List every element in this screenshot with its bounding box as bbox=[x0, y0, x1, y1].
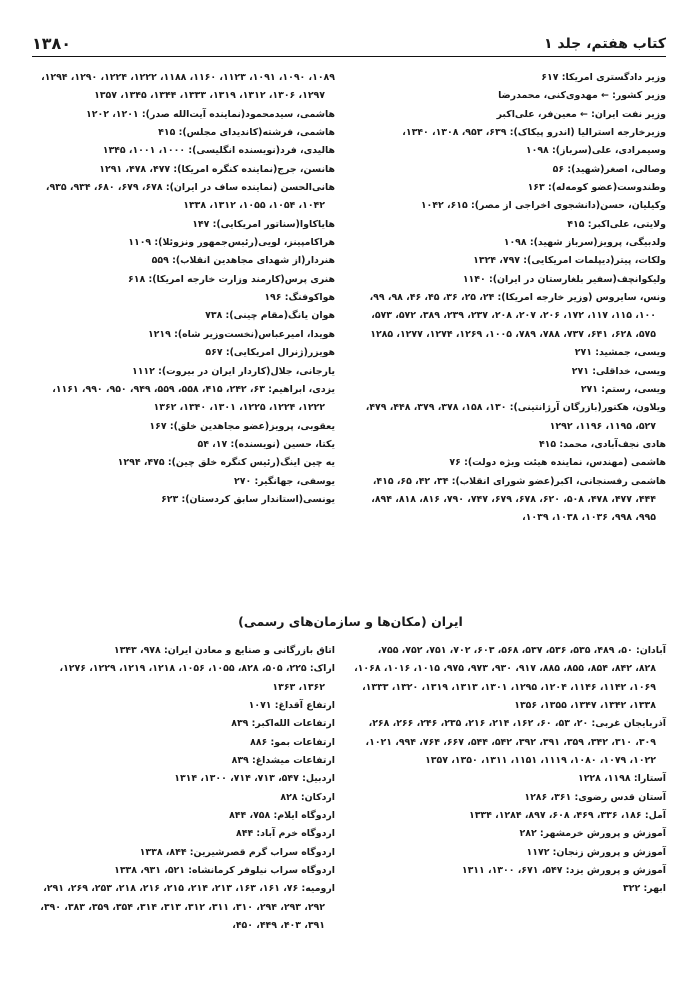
index-entry: ویسی، خداقلی: ۲۷۱ bbox=[571, 365, 666, 377]
index-entry: ارتفاعات الله‌اکبر: ۸۳۹ bbox=[231, 718, 335, 730]
index-entry: اردوگاه ایلام: ۷۵۸، ۸۴۴ bbox=[229, 810, 335, 822]
index-entry: هنری پرس(کارمند وزارت خارجه امریکا): ۶۱۸ bbox=[128, 273, 335, 285]
index-entry: هنردار(از شهدای مجاهدین انقلاب): ۵۵۹ bbox=[151, 255, 335, 267]
page-header bbox=[32, 30, 666, 57]
index-entry: وزیر کشور: ← مهدوی‌کنی، محمدرضا bbox=[498, 90, 666, 102]
index-entry: هاشمی رفسنجانی، اکبر(عضو شورای انقلاب): ۳۴، ۴۲، ۶۵، ۴۱۵، ۴۴۴، ۴۷۷، ۴۷۸، ۵۰۸، ۶۲۰، ۶۷۸، ۶۷۹، ۷۴۷، ۷۹۰، ۸۱۶، ۸۱۸، ۸۹۴، ۹۹۵، ۹۹۸، ۱۰۳۶، ۱۰۳۸، ۱۰۳۹، bbox=[371, 475, 666, 524]
index-entry: هاشمی (مهندس، نماینده هیئت ویژه دولت): ۷۶ bbox=[449, 457, 666, 469]
index-entry: هاشمی، سیدمحمود(نماینده آیت‌الله صدر): ۱۲۰۱، ۱۲۰۲ bbox=[86, 108, 335, 120]
index-entry: هانی‌الحسن (نماینده ساف در ایران): ۶۷۸، ۶۷۹، ۶۸۰، ۹۳۴، ۹۳۵، ۱۰۴۲، ۱۰۵۴، ۱۰۵۵، ۱۳۱۲، ۱۳۳۸ bbox=[45, 182, 335, 212]
index-entry: ویلاون، هکتور(بازرگان آرژانتینی): ۱۳۰، ۱۵۸، ۳۷۸، ۳۷۹، ۴۴۸، ۴۷۹، ۵۲۷، ۱۱۹۵، ۱۱۹۶، ۱۲۹۲ bbox=[365, 402, 666, 432]
index-entry: ۱۰۸۹، ۱۰۹۰، ۱۰۹۱، ۱۱۲۳، ۱۱۶۰، ۱۱۸۸، ۱۲۲۲، ۱۲۲۴، ۱۲۹۰، ۱۲۹۴، ۱۲۹۷، ۱۳۰۶، ۱۳۱۲، ۱۳۱۹، ۱۳۳۳، ۱۳۴۴، ۱۳۴۵، ۱۳۵۷ bbox=[41, 72, 335, 102]
index-entry: اردوگاه سراب نیلوفر کرمانشاه: ۵۲۱، ۹۳۱، ۱۳۳۸ bbox=[114, 865, 335, 877]
index-entry: اردکان: ۸۲۸ bbox=[280, 791, 335, 803]
index-entry: ویسی، رستم: ۲۷۱ bbox=[580, 383, 666, 395]
index-entry: هاشمی، فرشته(کاندیدای مجلس): ۴۱۵ bbox=[158, 127, 335, 139]
index-entry: ولدبیگی، پرویز(سرباز شهید): ۱۰۹۸ bbox=[503, 237, 666, 249]
index-entry: هراکامپینز، لویی(رئیس‌جمهور ونزوئلا): ۱۱۰۹ bbox=[128, 237, 335, 249]
index-column-right-top bbox=[354, 69, 666, 528]
index-entry: آموزش و پرورش یزد: ۵۴۷، ۶۷۱، ۱۳۰۰، ۱۳۱۱ bbox=[461, 865, 666, 877]
index-entry: اردبیل: ۵۴۷، ۷۱۳، ۷۱۴، ۱۳۰۰، ۱۳۱۴ bbox=[174, 773, 335, 785]
index-column-left-top bbox=[35, 69, 335, 509]
index-entry: اتاق بازرگانی و صنایع و معادن ایران: ۹۷۸، ۱۳۴۳ bbox=[113, 645, 335, 656]
index-column-left-bottom bbox=[35, 642, 335, 936]
index-entry: ویسی، جمشید: ۲۷۱ bbox=[574, 347, 666, 359]
index-entry: هایاکاوا(سناتور امریکایی): ۱۴۷ bbox=[192, 218, 335, 230]
index-entry: ارتفاعات میشداغ: ۸۳۹ bbox=[231, 755, 335, 767]
index-entry: هانسن، جرج(نماینده کنگره امریکا): ۴۷۷، ۴۷۸، ۱۲۹۱ bbox=[99, 163, 335, 175]
index-entry: هواکوفنگ: ۱۹۶ bbox=[264, 292, 335, 304]
index-entry: ولکات، پیتر(دیپلمات امریکایی): ۷۹۷، ۱۳۲۴ bbox=[473, 255, 666, 267]
index-entry: اردوگاه خرم آباد: ۸۴۴ bbox=[236, 828, 335, 840]
index-entry: هوان یانگ(مقام چینی): ۷۳۸ bbox=[205, 310, 335, 322]
index-entry: آذربایجان غربی: ۲۰، ۵۳، ۶۰، ۱۶۲، ۲۱۴، ۲۱۶، ۲۳۵، ۲۴۶، ۲۶۶، ۲۶۸، ۳۰۹، ۳۱۰، ۳۴۲، ۳۵۹، ۳۹۱، ۳۹۲، ۵۴۲، ۵۴۴، ۶۶۷، ۷۶۴، ۹۹۴، ۱۰۲۱، ۱۰۲۲، ۱۰۷۹، ۱۰۸۰، ۱۱۱۹، ۱۱۵۱، ۱۳۱۱، ۱۳۵۰، ۱۳۵۷ bbox=[365, 718, 666, 767]
index-entry: آبادان: ۵۰، ۴۸۹، ۵۳۵، ۵۳۶، ۵۳۷، ۵۶۸، ۶۰۳، ۷۰۲، ۷۵۱، ۷۵۲، ۷۵۵، ۸۲۸، ۸۴۲، ۸۵۴، ۸۵۵، ۸۸۵، ۹۱۷، ۹۳۰، ۹۷۳، ۹۷۵، ۱۰۱۵، ۱۰۱۶، ۱۰۶۸، ۱۰۶۹، ۱۱۴۲، ۱۱۴۶، ۱۲۰۴، ۱۲۹۵، ۱۳۰۱، ۱۳۱۳، ۱۳۱۹، ۱۳۲۰، ۱۳۳۳، ۱۳۳۸، ۱۳۴۲، ۱۳۴۷، ۱۳۵۵، ۱۳۵۶ bbox=[354, 645, 666, 712]
index-entry: اراک: ۲۲۵، ۵۰۵، ۸۲۸، ۱۰۵۵، ۱۰۵۶، ۱۲۱۸، ۱۲۱۹، ۱۲۲۹، ۱۲۷۶، ۱۳۶۲، ۱۳۶۳ bbox=[59, 663, 335, 693]
page-number: ۱۳۸۰ bbox=[32, 34, 72, 53]
index-entry: ولیکوانچف(سفیر بلغارستان در ایران): ۱۱۴۰ bbox=[462, 273, 666, 285]
section-title: ایران (مکان‌ها و سازمان‌های رسمی) bbox=[238, 614, 463, 629]
index-entry: یکتا، حسین (نویسنده): ۱۷، ۵۴ bbox=[197, 438, 335, 450]
index-entry: آستارا: ۱۱۹۸، ۱۲۲۸ bbox=[577, 773, 666, 785]
index-entry: وزیر نفت ایران: ← معین‌فر، علی‌اکبر bbox=[496, 108, 666, 120]
index-entry: ارومیه: ۷۶، ۱۶۱، ۱۶۳، ۲۱۳، ۲۱۴، ۲۱۵، ۲۱۶، ۲۱۸، ۲۵۳، ۲۶۹، ۲۹۱، ۲۹۲، ۲۹۳، ۲۹۴، ۳۱۰، ۳۱۱، ۳۱۲، ۳۱۳، ۳۱۴، ۳۵۴، ۳۵۹، ۳۸۳، ۳۹۰، ۳۹۱، ۴۰۳، ۴۴۹، ۴۵۰، bbox=[40, 883, 335, 932]
index-entry: یه چین اینگ(رئیس کنگره خلق چین): ۴۷۵، ۱۲۹۴ bbox=[117, 457, 335, 469]
index-column-right-bottom bbox=[354, 642, 666, 899]
index-entry: وصالی، اصغر(شهید): ۵۶ bbox=[552, 163, 666, 175]
index-entry: ارتفاعات بمو: ۸۸۶ bbox=[250, 736, 335, 748]
index-entry: ولایتی، علی‌اکبر: ۴۱۵ bbox=[567, 218, 666, 230]
index-entry: وزیرخارجه استرالیا (اندرو پیکاک): ۶۳۹، ۹۵۳، ۱۳۰۸، ۱۳۴۰، bbox=[402, 127, 666, 139]
index-entry: وکیلیان، حسن(دانشجوی اخراجی از مصر): ۶۱۵، ۱۰۴۲ bbox=[420, 200, 666, 212]
index-entry: یارجانی، جلال(کاردار ایران در بیروت): ۱۱۱۲ bbox=[131, 365, 335, 377]
index-entry: هادی نجف‌آبادی، محمد: ۴۱۵ bbox=[538, 438, 666, 450]
index-entry: یونسی(استاندار سابق کردستان): ۶۲۳ bbox=[161, 493, 335, 505]
index-entry: اردوگاه سراب گرم قصرشیرین: ۸۴۴، ۱۳۳۸ bbox=[139, 846, 335, 858]
index-entry: آمل: ۱۸۶، ۳۳۶، ۴۶۹، ۶۰۸، ۸۹۷، ۱۲۸۴، ۱۳۳۴ bbox=[468, 810, 666, 822]
index-entry: هویزر(ژنرال امریکایی): ۵۶۷ bbox=[205, 347, 335, 359]
index-entry: آموزش و پرورش زنجان: ۱۱۷۲ bbox=[526, 846, 666, 858]
book-title: کتاب هفتم، جلد ۱ bbox=[543, 36, 666, 52]
index-entry: ارتفاع آقداغ: ۱۰۷۱ bbox=[248, 700, 335, 712]
index-entry: ونس، سایروس (وزیر خارجه امریکا): ۲۴، ۲۵، ۳۶، ۴۵، ۴۶، ۹۸، ۹۹، ۱۰۰، ۱۱۵، ۱۱۷، ۱۷۲، ۲۰۶، ۲۰۷، ۲۰۸، ۲۳۷، ۲۳۹، ۳۸۹، ۵۷۲، ۵۷۳، ۵۷۵، ۶۲۸، ۶۴۱، ۷۳۷، ۷۸۸، ۷۸۹، ۱۰۰۵، ۱۲۶۹، ۱۲۷۴، ۱۲۷۷، ۱۲۸۵ bbox=[369, 292, 666, 340]
index-entry: یوسفی، جهانگیر: ۲۷۰ bbox=[234, 475, 335, 487]
index-entry: آموزش و پرورش خرمشهر: ۲۸۲ bbox=[519, 828, 666, 840]
index-entry: وزیر دادگستری امریکا: ۶۱۷ bbox=[541, 72, 666, 83]
index-entry: هالیدی، فرد(نویسنده انگلیسی): ۱۰۰۰، ۱۰۰۱، ۱۳۴۵ bbox=[102, 145, 335, 157]
index-entry: یعقوبی، پرویز(عضو مجاهدین خلق): ۱۶۷ bbox=[149, 420, 335, 432]
index-entry: وسیمرادی، علی(سرباز): ۱۰۹۸ bbox=[525, 145, 666, 157]
index-entry: هویدا، امیرعباس(نخست‌وزیر شاه): ۱۲۱۹ bbox=[147, 328, 335, 340]
index-entry: وطندوست(عضو کومه‌له): ۱۶۳ bbox=[527, 182, 666, 194]
index-entry: یزدی، ابراهیم: ۶۳، ۲۴۲، ۴۱۵، ۵۵۸، ۵۵۹، ۹۴۹، ۹۵۰، ۹۹۰، ۱۱۶۱، ۱۲۲۲، ۱۲۲۴، ۱۲۲۵، ۱۳۰۱، ۱۳۴۰، ۱۳۶۲ bbox=[52, 383, 335, 414]
index-entry: آستان قدس رضوی: ۳۶۱، ۱۲۸۶ bbox=[524, 791, 666, 803]
index-entry: ابهر: ۳۲۲ bbox=[623, 883, 666, 895]
